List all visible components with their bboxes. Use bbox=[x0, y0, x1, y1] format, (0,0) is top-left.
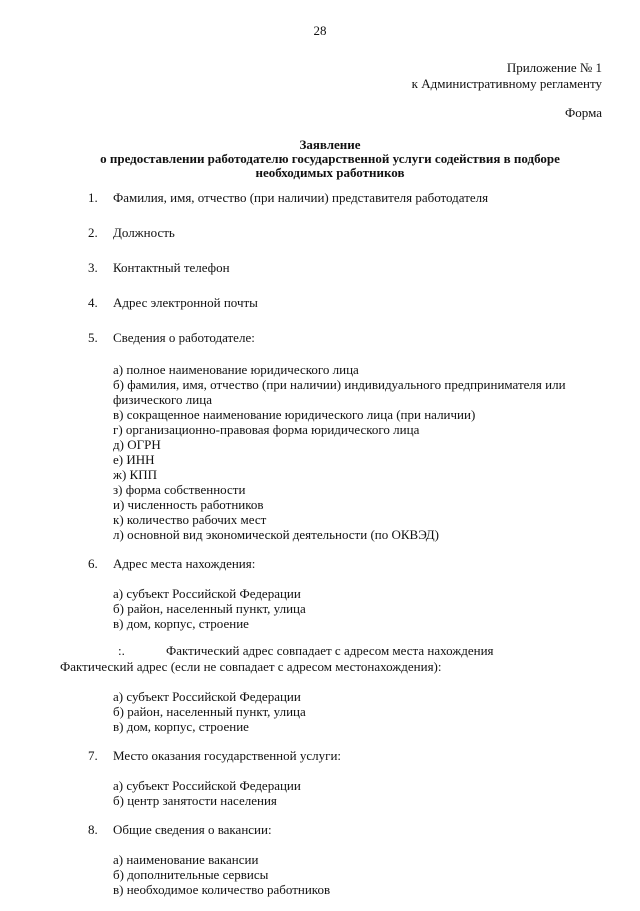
list-item: б) фамилия, имя, отчество (при наличии) индивидуального предпринимателя или bbox=[113, 377, 566, 392]
list-item: д) ОГРН bbox=[113, 437, 161, 452]
list-item: а) полное наименование юридического лица bbox=[113, 362, 359, 377]
location-address-list bbox=[88, 586, 608, 631]
form-item-7 bbox=[88, 748, 608, 764]
list-item: з) форма собственности bbox=[113, 482, 246, 497]
list-item: а) субъект Российской Федерации bbox=[113, 586, 301, 601]
item-number: 2. bbox=[88, 225, 98, 240]
vacancy-info-list bbox=[88, 852, 608, 897]
title-line-3: необходимых работников bbox=[255, 165, 405, 180]
item-label: Фамилия, имя, отчество (при наличии) представителя работодателя bbox=[113, 190, 489, 205]
item-number: 3. bbox=[88, 260, 98, 275]
list-item: г) организационно-правовая форма юридического лица bbox=[113, 422, 420, 437]
item-label: Общие сведения о вакансии: bbox=[113, 822, 272, 837]
list-item: л) основной вид экономической деятельности (по ОКВЭД) bbox=[113, 527, 439, 542]
list-item: и) численность работников bbox=[113, 497, 264, 512]
checkbox-mark: :. bbox=[118, 643, 125, 658]
actual-address-list bbox=[88, 689, 608, 734]
title-line-2: о предоставлении работодателю государственной услуги содействия в подборе bbox=[100, 151, 560, 166]
list-item: а) субъект Российской Федерации bbox=[113, 689, 301, 704]
list-item: к) количество рабочих мест bbox=[113, 512, 267, 527]
list-item: в) дом, корпус, строение bbox=[113, 616, 249, 631]
form-item-6 bbox=[88, 556, 608, 572]
form-item-8 bbox=[88, 822, 608, 838]
actual-address-block bbox=[60, 643, 608, 675]
form-content bbox=[60, 190, 608, 911]
item-label: Адрес места нахождения: bbox=[113, 556, 256, 571]
list-item: в) необходимое количество работников bbox=[113, 882, 331, 897]
title-line-1: Заявление bbox=[299, 137, 361, 152]
page-number: 28 bbox=[313, 23, 327, 38]
item-number: 5. bbox=[88, 330, 98, 345]
list-item: б) район, населенный пункт, улица bbox=[113, 704, 306, 719]
actual-address-same-line bbox=[88, 643, 608, 659]
item-number: 1. bbox=[88, 190, 98, 205]
form-item-2 bbox=[88, 225, 608, 241]
list-item: в) дом, корпус, строение bbox=[113, 719, 249, 734]
appendix-line-2: к Административному регламенту bbox=[411, 76, 602, 91]
list-item: в) сокращенное наименование юридического лица (при наличии) bbox=[113, 407, 476, 422]
employer-details-list bbox=[88, 362, 608, 542]
actual-address-same-label: Фактический адрес совпадает с адресом места нахождения bbox=[166, 643, 494, 658]
list-item: физического лица bbox=[113, 392, 212, 407]
appendix-header bbox=[412, 60, 602, 92]
appendix-line-1: Приложение № 1 bbox=[506, 60, 602, 75]
item-label: Должность bbox=[113, 225, 175, 240]
list-item: е) ИНН bbox=[113, 452, 155, 467]
item-label: Адрес электронной почты bbox=[113, 295, 258, 310]
item-number: 6. bbox=[88, 556, 98, 571]
list-item: ж) КПП bbox=[113, 467, 158, 482]
item-number: 7. bbox=[88, 748, 98, 763]
form-item-4 bbox=[88, 295, 608, 311]
list-item: б) дополнительные сервисы bbox=[113, 867, 269, 882]
item-label: Контактный телефон bbox=[113, 260, 230, 275]
form-item-5 bbox=[88, 330, 608, 346]
item-label: Сведения о работодателе: bbox=[113, 330, 255, 345]
form-item-3 bbox=[88, 260, 608, 276]
form-item-1 bbox=[88, 190, 608, 206]
service-place-list bbox=[88, 778, 608, 808]
item-number: 4. bbox=[88, 295, 98, 310]
item-label: Место оказания государственной услуги: bbox=[113, 748, 342, 763]
document-title bbox=[60, 138, 600, 180]
form-label: Форма bbox=[565, 105, 602, 120]
list-item: б) район, населенный пункт, улица bbox=[113, 601, 306, 616]
actual-address-differs-label: Фактический адрес (если не совпадает с адресом местонахождения): bbox=[60, 659, 442, 674]
list-item: а) субъект Российской Федерации bbox=[113, 778, 301, 793]
list-item: б) центр занятости населения bbox=[113, 793, 277, 808]
list-item: а) наименование вакансии bbox=[113, 852, 259, 867]
item-number: 8. bbox=[88, 822, 98, 837]
